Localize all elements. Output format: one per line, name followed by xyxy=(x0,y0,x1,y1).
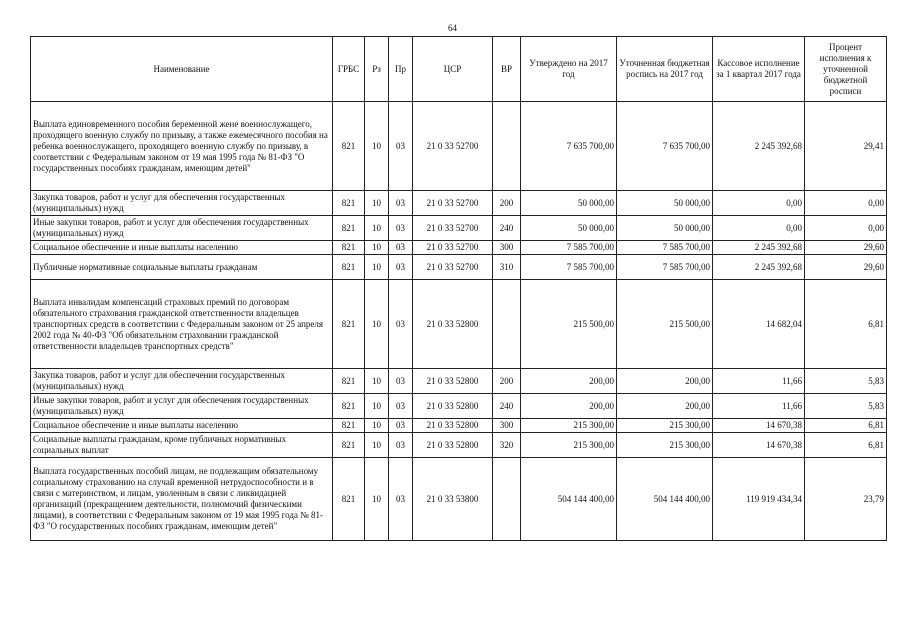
cell-approved: 215 300,00 xyxy=(521,433,617,458)
page-number: 64 xyxy=(448,23,457,33)
cell-approved: 504 144 400,00 xyxy=(521,458,617,541)
cell-vr: 200 xyxy=(493,191,521,216)
cell-pr: 03 xyxy=(389,102,413,191)
cell-refined: 200,00 xyxy=(617,394,713,419)
cell-csr: 21 0 33 52700 xyxy=(413,241,493,255)
header-percent: Процент исполнения к уточненной бюджетной росписи xyxy=(805,37,887,102)
cell-percent: 29,60 xyxy=(805,255,887,280)
cell-cash: 14 670,38 xyxy=(713,419,805,433)
cell-pr: 03 xyxy=(389,458,413,541)
cell-vr: 200 xyxy=(493,369,521,394)
cell-percent: 0,00 xyxy=(805,191,887,216)
cell-percent: 5,83 xyxy=(805,369,887,394)
cell-grbs: 821 xyxy=(333,419,365,433)
cell-cash: 0,00 xyxy=(713,191,805,216)
cell-name: Закупка товаров, работ и услуг для обеспечения государственных (муниципальных) нужд xyxy=(31,369,333,394)
cell-cash: 0,00 xyxy=(713,216,805,241)
cell-vr: 300 xyxy=(493,241,521,255)
table-row xyxy=(31,369,887,394)
cell-grbs: 821 xyxy=(333,369,365,394)
cell-cash: 2 245 392,68 xyxy=(713,255,805,280)
cell-refined: 7 635 700,00 xyxy=(617,102,713,191)
cell-csr: 21 0 33 52800 xyxy=(413,419,493,433)
cell-vr: 310 xyxy=(493,255,521,280)
cell-pr: 03 xyxy=(389,419,413,433)
cell-refined: 215 500,00 xyxy=(617,280,713,369)
cell-rz: 10 xyxy=(365,216,389,241)
cell-grbs: 821 xyxy=(333,433,365,458)
cell-vr: 240 xyxy=(493,216,521,241)
cell-rz: 10 xyxy=(365,280,389,369)
cell-approved: 50 000,00 xyxy=(521,216,617,241)
cell-percent: 23,79 xyxy=(805,458,887,541)
cell-rz: 10 xyxy=(365,369,389,394)
cell-percent: 6,81 xyxy=(805,433,887,458)
table-row xyxy=(31,241,887,255)
cell-vr xyxy=(493,280,521,369)
table-row xyxy=(31,216,887,241)
header-refined: Уточненная бюджетная роспись на 2017 год xyxy=(617,37,713,102)
cell-grbs: 821 xyxy=(333,191,365,216)
cell-name: Социальное обеспечение и иные выплаты населению xyxy=(31,419,333,433)
cell-pr: 03 xyxy=(389,369,413,394)
cell-name: Закупка товаров, работ и услуг для обеспечения государственных (муниципальных) нужд xyxy=(31,191,333,216)
table-row xyxy=(31,280,887,369)
cell-approved: 215 500,00 xyxy=(521,280,617,369)
header-csr: ЦСР xyxy=(413,37,493,102)
table-row xyxy=(31,419,887,433)
table-header-row xyxy=(31,37,887,102)
cell-refined: 215 300,00 xyxy=(617,433,713,458)
header-vr: ВР xyxy=(493,37,521,102)
cell-vr: 300 xyxy=(493,419,521,433)
cell-csr: 21 0 33 52700 xyxy=(413,255,493,280)
cell-rz: 10 xyxy=(365,102,389,191)
cell-csr: 21 0 33 52800 xyxy=(413,369,493,394)
table-row xyxy=(31,394,887,419)
cell-name: Публичные нормативные социальные выплаты гражданам xyxy=(31,255,333,280)
cell-rz: 10 xyxy=(365,433,389,458)
cell-vr xyxy=(493,458,521,541)
cell-name: Иные закупки товаров, работ и услуг для обеспечения государственных (муниципальных) нужд xyxy=(31,394,333,419)
cell-csr: 21 0 33 52800 xyxy=(413,394,493,419)
cell-grbs: 821 xyxy=(333,280,365,369)
header-approved: Утверждено на 2017 год xyxy=(521,37,617,102)
cell-grbs: 821 xyxy=(333,394,365,419)
cell-percent: 29,41 xyxy=(805,102,887,191)
cell-cash: 2 245 392,68 xyxy=(713,241,805,255)
cell-rz: 10 xyxy=(365,255,389,280)
cell-vr xyxy=(493,102,521,191)
cell-refined: 200,00 xyxy=(617,369,713,394)
cell-name: Выплата инвалидам компенсаций страховых премий по договорам обязательного страхования гражданской ответственности владельцев транспортных средств в соответствии с Федеральным законом от 25 апреля 2002 года № 40-ФЗ "Об обязательном страховании гражданской ответственности владельцев транспортных средств" xyxy=(31,280,333,369)
cell-cash: 119 919 434,34 xyxy=(713,458,805,541)
cell-csr: 21 0 33 52700 xyxy=(413,102,493,191)
cell-pr: 03 xyxy=(389,255,413,280)
cell-approved: 200,00 xyxy=(521,394,617,419)
cell-percent: 29,60 xyxy=(805,241,887,255)
table-row xyxy=(31,255,887,280)
cell-approved: 7 585 700,00 xyxy=(521,255,617,280)
cell-rz: 10 xyxy=(365,394,389,419)
table-row xyxy=(31,433,887,458)
cell-csr: 21 0 33 53800 xyxy=(413,458,493,541)
cell-approved: 215 300,00 xyxy=(521,419,617,433)
cell-rz: 10 xyxy=(365,241,389,255)
cell-percent: 6,81 xyxy=(805,419,887,433)
cell-name: Социальные выплаты гражданам, кроме публичных нормативных социальных выплат xyxy=(31,433,333,458)
cell-refined: 50 000,00 xyxy=(617,191,713,216)
cell-refined: 215 300,00 xyxy=(617,419,713,433)
cell-name: Выплата единовременного пособия беременной жене военнослужащего, проходящего военную службу по призыву, а также ежемесячного пособия на ребенка военнослужащего, проходящего военную службу по призыву, в соответствии с Федеральным законом от 19 мая 1995 года № 81-ФЗ "О государственных пособиях гражданам, имеющим детей" xyxy=(31,102,333,191)
cell-percent: 6,81 xyxy=(805,280,887,369)
cell-refined: 50 000,00 xyxy=(617,216,713,241)
cell-pr: 03 xyxy=(389,241,413,255)
cell-cash: 11,66 xyxy=(713,369,805,394)
cell-refined: 504 144 400,00 xyxy=(617,458,713,541)
cell-approved: 7 635 700,00 xyxy=(521,102,617,191)
header-pr: Пр xyxy=(389,37,413,102)
table-row xyxy=(31,102,887,191)
cell-grbs: 821 xyxy=(333,255,365,280)
cell-approved: 200,00 xyxy=(521,369,617,394)
header-rz: Рз xyxy=(365,37,389,102)
cell-name: Иные закупки товаров, работ и услуг для обеспечения государственных (муниципальных) нужд xyxy=(31,216,333,241)
cell-cash: 2 245 392,68 xyxy=(713,102,805,191)
cell-grbs: 821 xyxy=(333,241,365,255)
cell-percent: 5,83 xyxy=(805,394,887,419)
cell-csr: 21 0 33 52700 xyxy=(413,191,493,216)
header-name: Наименование xyxy=(31,37,333,102)
cell-pr: 03 xyxy=(389,433,413,458)
cell-grbs: 821 xyxy=(333,102,365,191)
cell-rz: 10 xyxy=(365,191,389,216)
cell-cash: 14 682,04 xyxy=(713,280,805,369)
cell-cash: 11,66 xyxy=(713,394,805,419)
cell-pr: 03 xyxy=(389,191,413,216)
cell-name: Социальное обеспечение и иные выплаты населению xyxy=(31,241,333,255)
budget-table xyxy=(30,36,887,541)
cell-approved: 7 585 700,00 xyxy=(521,241,617,255)
cell-rz: 10 xyxy=(365,458,389,541)
cell-csr: 21 0 33 52800 xyxy=(413,433,493,458)
cell-pr: 03 xyxy=(389,280,413,369)
cell-grbs: 821 xyxy=(333,458,365,541)
cell-vr: 320 xyxy=(493,433,521,458)
cell-pr: 03 xyxy=(389,216,413,241)
header-cash: Кассовое исполнение за 1 квартал 2017 года xyxy=(713,37,805,102)
cell-csr: 21 0 33 52700 xyxy=(413,216,493,241)
table-row xyxy=(31,458,887,541)
cell-csr: 21 0 33 52800 xyxy=(413,280,493,369)
cell-cash: 14 670,38 xyxy=(713,433,805,458)
cell-approved: 50 000,00 xyxy=(521,191,617,216)
cell-percent: 0,00 xyxy=(805,216,887,241)
cell-rz: 10 xyxy=(365,419,389,433)
cell-refined: 7 585 700,00 xyxy=(617,255,713,280)
cell-pr: 03 xyxy=(389,394,413,419)
cell-vr: 240 xyxy=(493,394,521,419)
table-row xyxy=(31,191,887,216)
cell-name: Выплата государственных пособий лицам, не подлежащим обязательному социальному страхованию на случай временной нетрудоспособности и в связи с материнством, и лицам, уволенным в связи с ликвидацией организаций (прекращением деятельности, полномочий физическими лицами), в соответствии с Федеральным законом от 19 мая 1995 года № 81-ФЗ "О государственных пособиях гражданам, имеющим детей" xyxy=(31,458,333,541)
cell-refined: 7 585 700,00 xyxy=(617,241,713,255)
header-grbs: ГРБС xyxy=(333,37,365,102)
cell-grbs: 821 xyxy=(333,216,365,241)
